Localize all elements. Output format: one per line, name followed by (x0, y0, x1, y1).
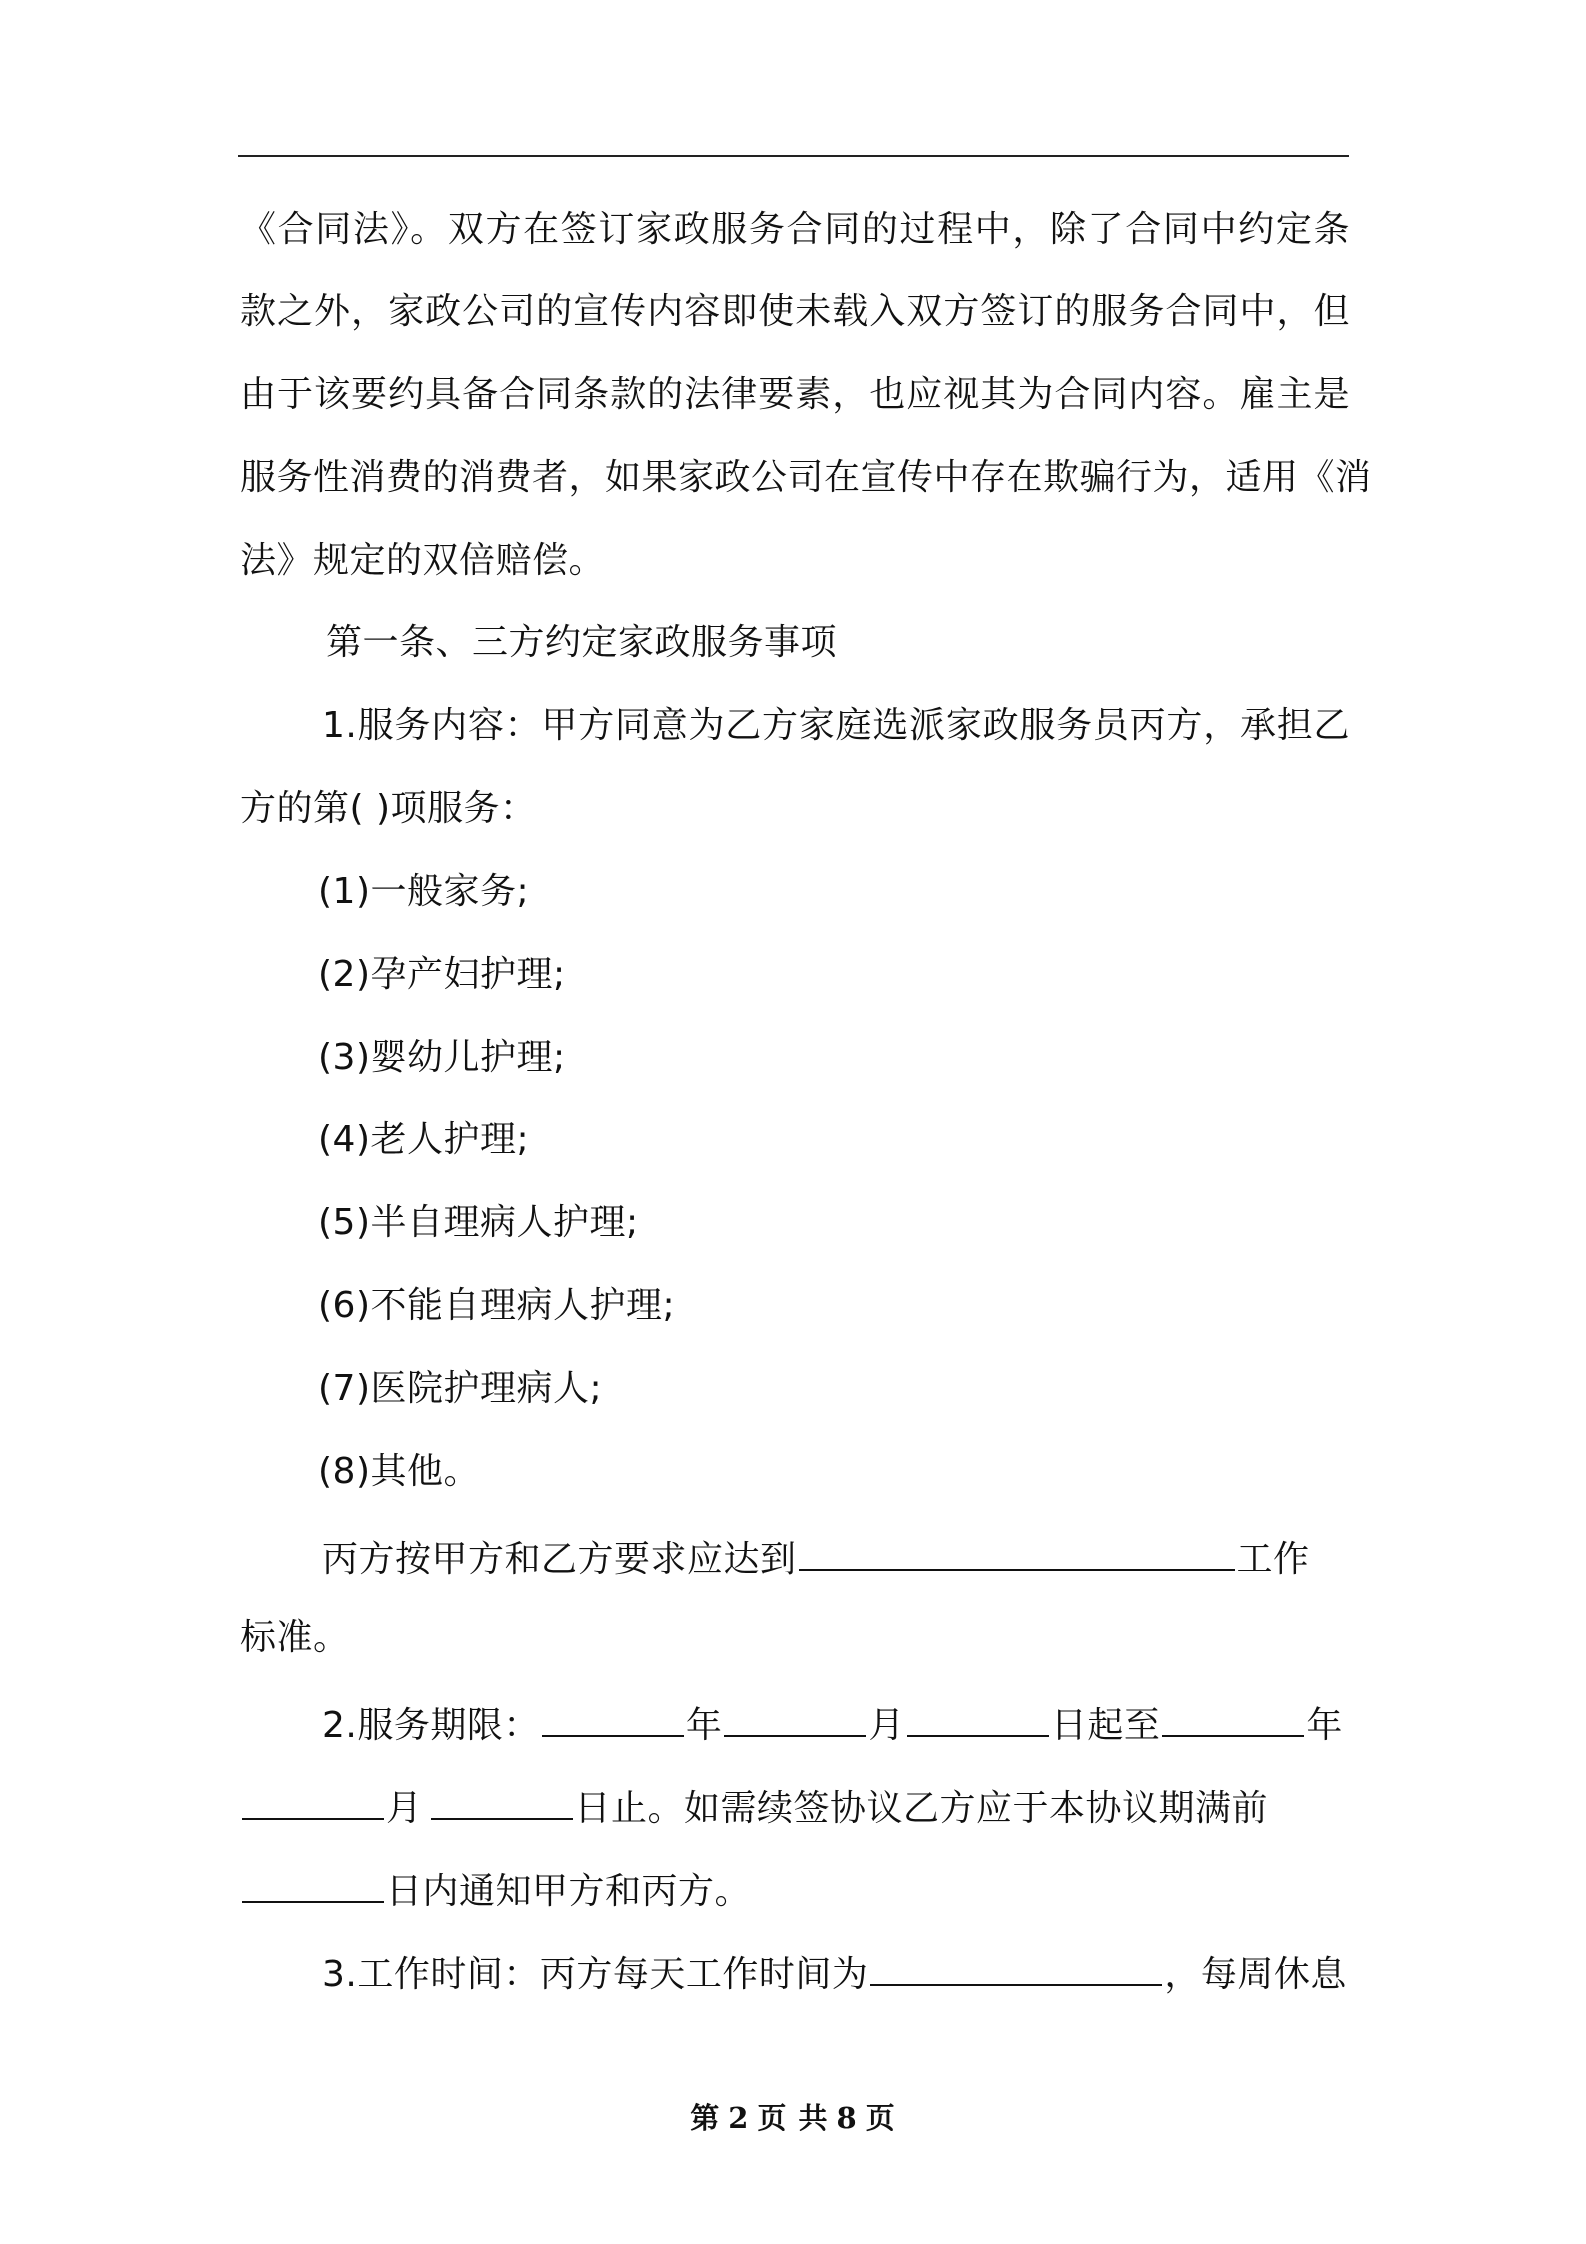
footer-suffix: 页 (865, 2101, 896, 2135)
list-item: (1)一般家务; (318, 871, 530, 912)
list-item: (7)医院护理病人; (318, 1368, 603, 1409)
list-item: (3)婴幼儿护理; (318, 1037, 566, 1078)
paragraph-line: 标准。 (240, 1617, 350, 1658)
service-term-line (240, 1782, 1350, 1829)
footer-current-page: 2 (728, 2101, 750, 2135)
service-term-line (322, 1699, 1350, 1746)
start-month-blank[interactable] (724, 1699, 866, 1737)
work-time-after: ，每周休息 (1164, 1954, 1347, 1995)
year-label: 年 (685, 1705, 723, 1746)
list-item: (5)半自理病人护理; (318, 1202, 639, 1243)
paragraph-line: 服务性消费的消费者，如果家政公司在宣传中存在欺骗行为，适用《消 (240, 457, 1372, 498)
work-time-text: 3.工作时间：丙方每天工作时间为 (322, 1954, 869, 1995)
standard-text: 丙方按甲方和乙方要求应达到 (322, 1539, 797, 1580)
standard-blank[interactable] (799, 1533, 1235, 1571)
paragraph-line: 由于该要约具备合同条款的法律要素，也应视其为合同内容。雇主是 (240, 374, 1350, 415)
work-time-line (322, 1948, 1350, 1995)
term-label: 2.服务期限： (322, 1705, 540, 1746)
end-month-blank[interactable] (242, 1782, 384, 1820)
standard-text-after: 工作 (1236, 1539, 1310, 1580)
start-year-blank[interactable] (542, 1699, 684, 1737)
list-item: (4)老人护理; (318, 1119, 530, 1160)
header-rule (238, 155, 1349, 157)
standard-line (322, 1533, 1350, 1580)
paragraph-line: 法》规定的双倍赔偿。 (240, 540, 606, 581)
service-term-line (240, 1865, 1350, 1912)
page-footer (0, 2096, 1586, 2137)
footer-total-pages: 8 (836, 2101, 858, 2135)
paragraph-line: 《合同法》。双方在签订家政服务合同的过程中，除了合同中约定条 (240, 209, 1350, 250)
paragraph-line: 方的第( )项服务： (240, 788, 537, 829)
work-hours-blank[interactable] (870, 1948, 1162, 1986)
paragraph-line: 1.服务内容：甲方同意为乙方家庭选派家政服务员丙方，承担乙 (322, 705, 1350, 746)
start-day-blank[interactable] (907, 1699, 1049, 1737)
month-label: 月 (868, 1705, 905, 1746)
end-day-blank[interactable] (431, 1782, 573, 1820)
notice-days-blank[interactable] (242, 1865, 384, 1903)
list-item: (2)孕产妇护理; (318, 954, 566, 995)
list-item: (6)不能自理病人护理; (318, 1285, 676, 1326)
day-label: 日起至 (1050, 1705, 1161, 1746)
footer-middle: 页 共 (757, 2101, 829, 2135)
footer-prefix: 第 (690, 2101, 721, 2135)
end-year-blank[interactable] (1162, 1699, 1304, 1737)
year-label: 年 (1306, 1705, 1343, 1746)
section-heading: 第一条、三方约定家政服务事项 (326, 622, 838, 663)
list-item: (8)其他。 (318, 1451, 480, 1492)
month-label: 月 (386, 1788, 423, 1829)
renewal-text: 日止。如需续签协议乙方应于本协议期满前 (574, 1788, 1269, 1829)
paragraph-line: 款之外，家政公司的宣传内容即使未载入双方签订的服务合同中，但 (240, 291, 1350, 332)
notice-text: 日内通知甲方和丙方。 (386, 1871, 752, 1912)
